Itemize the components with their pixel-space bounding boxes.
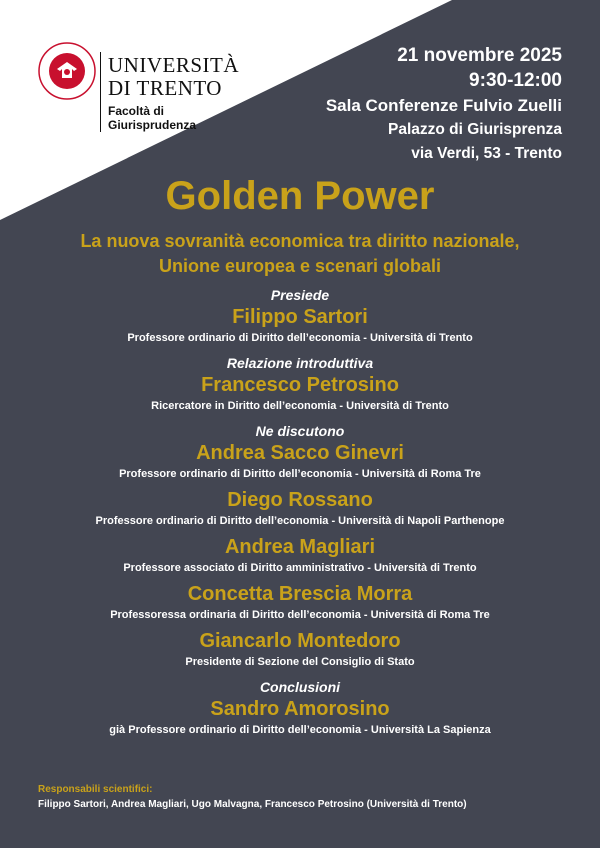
event-building: Palazzo di Giurisprenza [388, 121, 562, 138]
event-time: 9:30-12:00 [469, 70, 562, 91]
speaker-name: Diego Rossano [227, 489, 373, 511]
speaker-affiliation: Professoressa ordinaria di Diritto dell’economia - Università di Roma Tre [110, 609, 490, 621]
footer-names: Filippo Sartori, Andrea Magliari, Ugo Malvagna, Francesco Petrosino (Università di Trento) [38, 799, 467, 810]
conclusions-name: Sandro Amorosino [210, 698, 390, 720]
intro-affiliation: Ricercatore in Diritto dell’economia - Università di Trento [151, 400, 449, 412]
speaker-affiliation: Professore ordinario di Diritto dell’economia - Università di Roma Tre [119, 468, 481, 480]
event-subtitle [0, 229, 600, 279]
speaker-affiliation: Presidente di Sezione del Consiglio di Stato [185, 656, 415, 668]
speaker-name: Andrea Sacco Ginevri [196, 442, 404, 464]
discuss-role: Ne discutono [255, 423, 345, 439]
footer [38, 782, 467, 812]
chair-name: Filippo Sartori [232, 306, 368, 328]
event-venue: Sala Conferenze Fulvio Zuelli [325, 96, 562, 115]
logo-divider [100, 52, 101, 132]
intro-role: Relazione introduttiva [226, 355, 374, 371]
university-name-line2: DI TRENTO [108, 76, 222, 100]
speaker-name: Concetta Brescia Morra [187, 583, 413, 605]
speaker-affiliation: Professore ordinario di Diritto dell’economia - Università di Napoli Parthenope [95, 515, 505, 527]
subtitle-line2: Unione europea e scenari globali [158, 256, 442, 276]
chair-affiliation: Professore ordinario di Diritto dell’economia - Università di Trento [127, 332, 473, 344]
event-date: 21 novembre 2025 [397, 45, 562, 66]
event-info [326, 43, 562, 166]
event-title: Golden Power [165, 174, 435, 218]
event-address: via Verdi, 53 - Trento [411, 145, 562, 162]
conclusions-role: Conclusioni [259, 679, 341, 695]
speaker-affiliation: Professore associato di Diritto amministrativo - Università di Trento [123, 562, 477, 574]
faculty-line1: Facoltà di [108, 104, 165, 118]
chair-role: Presiede [270, 287, 330, 303]
subtitle-line1: La nuova sovranità economica tra diritto nazionale, [80, 231, 520, 251]
speaker-name: Andrea Magliari [224, 536, 376, 558]
speaker-name: Giancarlo Montedoro [199, 630, 401, 652]
university-logo [38, 42, 238, 142]
intro-name: Francesco Petrosino [201, 374, 399, 396]
faculty-line2: Giurisprudenza [108, 118, 197, 132]
conclusions-affiliation: già Professore ordinario di Diritto dell’economia - Università La Sapienza [109, 724, 491, 736]
university-seal-icon [38, 42, 96, 100]
faculty-name [108, 104, 196, 132]
university-name-line1: UNIVERSITÀ [108, 53, 239, 77]
footer-label: Responsabili scientifici: [38, 784, 153, 795]
university-name [108, 54, 239, 100]
program [0, 286, 600, 738]
